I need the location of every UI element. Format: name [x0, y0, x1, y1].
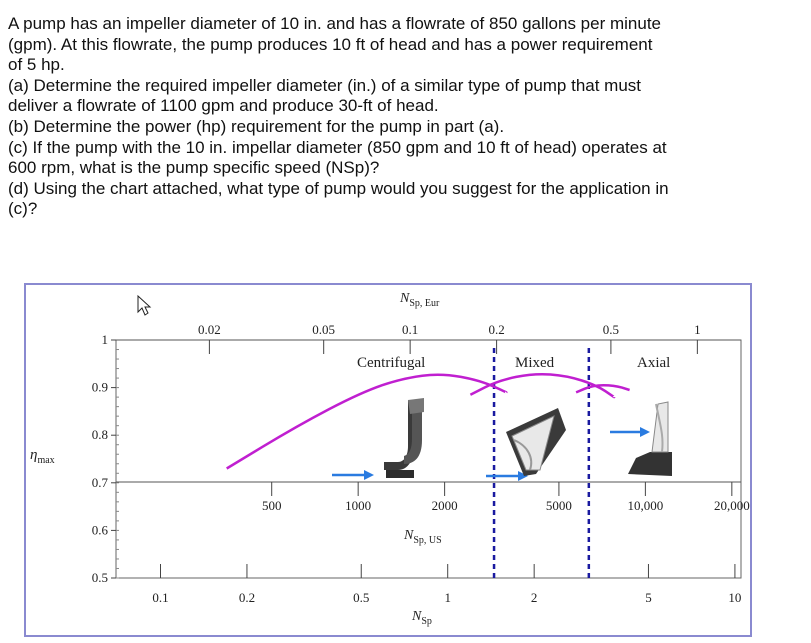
middle-axis-label [403, 528, 442, 546]
question-line: (gpm). At this flowrate, the pump produces 10 ft of head and has a power requirement [8, 34, 653, 54]
question-line: (b) Determine the power (hp) requirement for the pump in part (a). [8, 116, 505, 136]
question-line: (c) If the pump with the 10 in. impellar diameter (850 gpm and 10 ft of head) operates at [8, 137, 667, 157]
bottom-tick-label: 10 [728, 590, 742, 605]
y-tick-label: 0.7 [91, 474, 108, 490]
question-line: (d) Using the chart attached, what type of pump would you suggest for the application in [8, 178, 669, 198]
y-tick-label: 0.6 [91, 522, 108, 538]
y-tick-label: 0.8 [91, 427, 108, 443]
middle-tick-label: 500 [261, 498, 282, 513]
bottom-tick-label: 0.1 [152, 590, 169, 605]
bottom-tick-label: 1 [444, 590, 451, 605]
top-axis-label [399, 291, 440, 309]
efficiency-curve-centrifugal [227, 375, 507, 469]
region-label-centrifugal: Centrifugal [357, 355, 426, 371]
top-axis-label-main: N [400, 291, 410, 306]
top-tick-label: 0.2 [488, 322, 505, 337]
y-tick-label: 1 [101, 332, 108, 347]
middle-tick-label: 2000 [431, 498, 458, 513]
top-tick-label: 0.05 [312, 322, 336, 337]
y-tick-label: 0.5 [91, 570, 108, 585]
question-line: A pump has an impeller diameter of 10 in. and has a flowrate of 850 gallons per minute [8, 14, 661, 33]
bottom-tick-label: 0.5 [353, 590, 370, 605]
bottom-axis-label [411, 609, 432, 627]
centrifugal-impeller-icon [384, 398, 424, 478]
middle-tick-label: 1000 [345, 498, 372, 513]
bottom-axis-label-main: N [412, 609, 422, 624]
y-axis-label [30, 447, 55, 466]
flow-arrow-head [364, 470, 374, 480]
top-tick-label: 0.02 [198, 322, 221, 337]
y-axis-label-main: η [30, 447, 38, 463]
bottom-tick-label: 2 [530, 590, 538, 605]
axial-impeller-icon [628, 402, 672, 476]
top-tick-label: 0.1 [402, 322, 419, 337]
middle-axis-label-main: N [404, 528, 414, 543]
bottom-tick-label: 0.2 [238, 590, 256, 605]
middle-tick-label: 20,000 [713, 498, 750, 513]
top-axis-label-sub: Sp, Eur [409, 298, 440, 309]
question-line: deliver a flowrate of 1100 gpm and produce 30-ft of head. [8, 96, 439, 116]
middle-tick-label: 10,000 [627, 498, 664, 513]
bottom-axis-label-sub: Sp [421, 616, 432, 627]
question-line: 600 rpm, what is the pump specific speed (NSp)? [8, 158, 380, 178]
question-line: (a) Determine the required impeller diameter (in.) of a similar type of pump that must [8, 75, 642, 95]
question-line: (c)? [8, 199, 38, 219]
middle-axis-label-sub: Sp, US [413, 535, 442, 546]
region-label-axial: Axial [637, 355, 671, 371]
y-axis-label-sub: max [37, 455, 55, 466]
region-label-mixed: Mixed [515, 355, 555, 371]
mixed-flow-impeller-icon [506, 408, 566, 476]
y-tick-label: 0.9 [91, 379, 108, 395]
top-tick-label: 1 [694, 322, 701, 337]
cursor-arrow-icon [138, 296, 150, 315]
question-line: of 5 hp. [8, 55, 65, 75]
top-tick-label: 0.5 [602, 322, 620, 337]
bottom-tick-label: 5 [645, 590, 652, 605]
middle-tick-label: 5000 [545, 498, 572, 513]
flow-arrow-head [640, 427, 650, 437]
